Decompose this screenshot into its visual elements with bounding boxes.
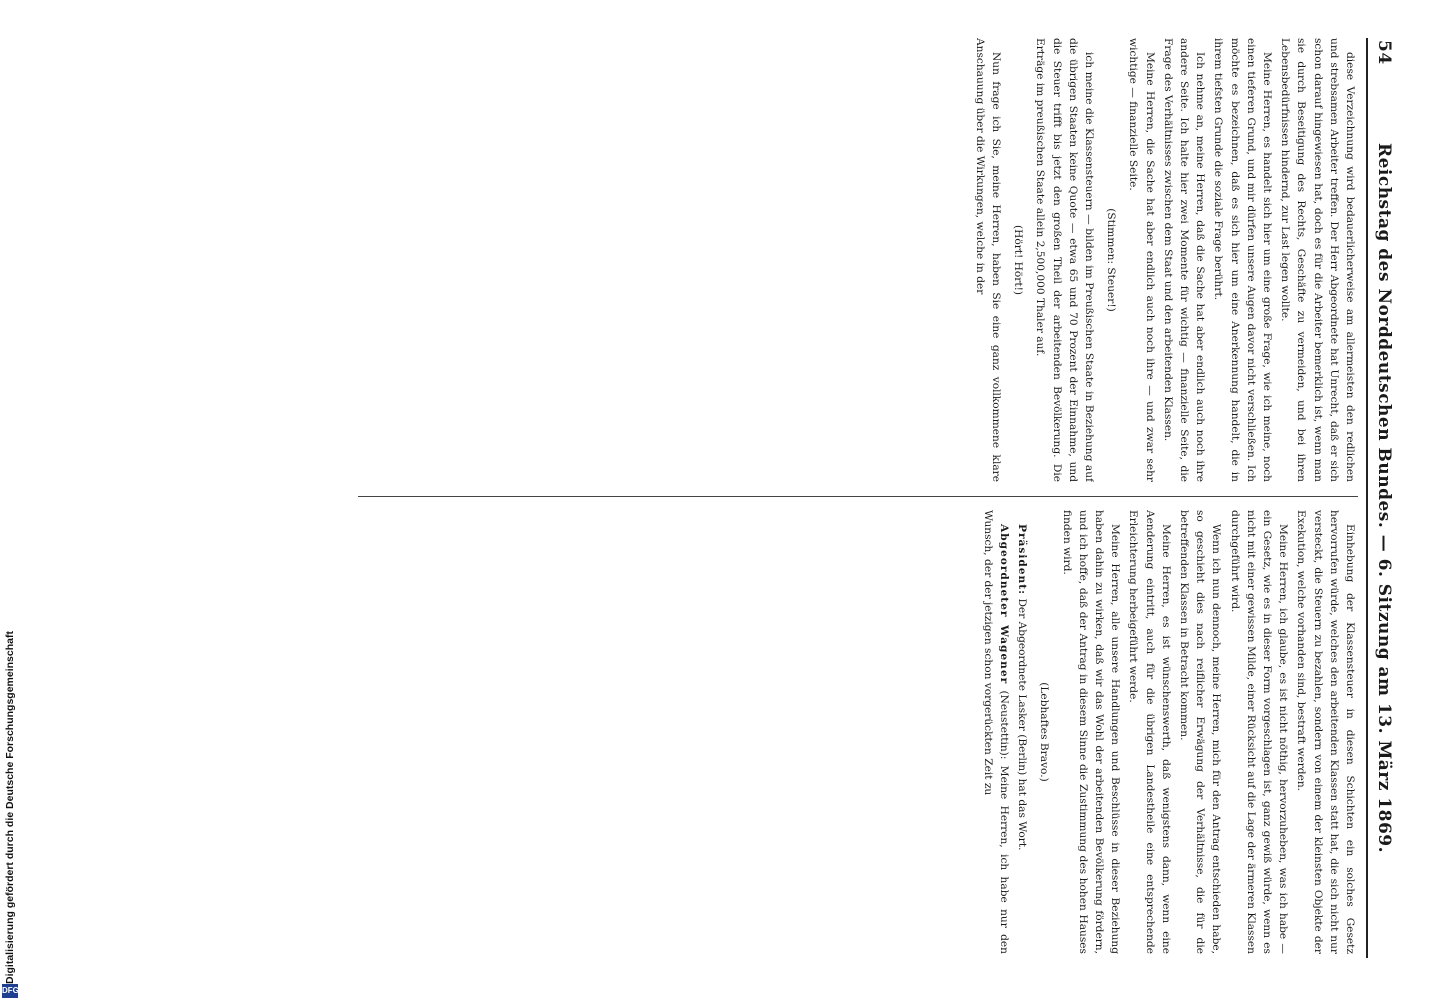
statement-text: Der Abgeordnete Lasker (Berlin) hat das Wort. — [1016, 598, 1029, 851]
left-column — [108, 38, 1358, 482]
paragraph: Ich nehme an, meine Herren, daß die Sache hat aber endlich auch noch ihre andere Seite. Ich halte hier zwei Momente für wichtig — finanzielle Seite, die Frage des Verhältnisses zwischen dem Staat und den arbeitenden Klassen. — [1161, 38, 1207, 482]
interjection: (Lebhaftes Bravo.) — [1038, 682, 1051, 782]
right-column — [108, 510, 1358, 954]
paragraph: Nun frage ich Sie, meine Herren, haben Sie eine ganz vollkommene klare Anschauung über die Wirkungen, welche in der — [973, 38, 1002, 482]
header-rule — [1366, 38, 1368, 958]
speaker-label: Präsident: — [1016, 524, 1029, 596]
paragraph: Meine Herren, alle unsere Handlungen und Beschlüsse in dieser Beziehung haben dahin zu wirken, daß wir das Wohl der arbeitenden Bevölkerung fördern, und ich hoffe, daß der Antrag in diesem Sinne die Zustimmung des hohen Hauses finden wird. — [1060, 510, 1122, 954]
page-number: 54 — [1374, 40, 1394, 65]
paragraph: Wenn ich nun dennoch, meine Herren, mich für den Antrag entschieden habe, so geschieht dies nach reiflicher Erwägung der Verhältnisse, die für die betreffenden Klassen in Betracht kommen. — [1177, 510, 1223, 954]
running-title: Reichstag des Norddeutschen Bundes. — 6. Sitzung am 13. März 1869. — [1374, 142, 1394, 854]
president-statement — [1014, 510, 1030, 954]
interjection: (Stimmen: Steuer!) — [1105, 208, 1118, 312]
speaker-statement — [980, 510, 1012, 954]
paragraph: Einhebung der Klassensteuer in diesen Schichten ein solches Gesetz hervorrufen würde, welches den arbeitenden Klassen statt hat, die sich nicht nur versteckt, die Steuern zu bezahlen, sondern von einem der kleinsten Objekte der Exekution, welche vorhanden sind, bestraft werden. — [1295, 510, 1356, 954]
paragraph: Meine Herren, es handelt sich hier um eine große Frage, wie ich meine, noch einen tieferen Grund, und mir dürfen unsere Augen davor nicht verschließen. Ich möchte es bezeichnen, daß es sich hier um eine Anerkennung handelt, die in ihrem tiefsten Grunde die soziale Frage berührt. — [1212, 38, 1273, 482]
digitization-credit: Digitalisierung gefördert durch die Deutsche Forschungsgemeinschaft — [4, 631, 16, 984]
speaker-label: Abgeordneter Wagener — [997, 524, 1010, 685]
paragraph: diese Verzeichnung wird bedauerlicherweise am allermeisten den redlichen und strebsamen Arbeiter treffen. Der Herr Abgeordnete hat Unrecht, daß er sich schon darauf hingewiesen hat, doch es für die Arbeiter bemerklich ist, wenn man sie durch Beseitigung des Rechts, Geschäfte zu vermeiden, und bei ihren Lebensbedürfnissen hindernd, zur Last legen wollte. — [1279, 38, 1356, 482]
dfg-logo: DFG — [2, 984, 18, 998]
column-divider — [358, 496, 1358, 497]
paragraph: Meine Herren, ich glaube, es ist nicht nöthig, hervorzuheben, was ich habe — ein Gesetz, wie es in dieser Form vorgeschlagen ist, ganz gewiß würde, wenn es nicht mit einer gewissen Milde, einer Rücksicht auf die Lage der ärmeren Klassen durchgeführt wird. — [1228, 510, 1290, 954]
paragraph: Meine Herren, es ist wünschenswerth, daß wenigstens dann, wenn eine Aenderung eintritt, auch für die übrigen Landestheile eine entsprechende Erleichterung herbeigeführt werde. — [1127, 510, 1172, 954]
paragraph: ich meine die Klassensteuern — bilden im Preußischen Staate in Beziehung auf die übrigen Staaten keine Quote — etwa 65 und 70 Prozent der Einnahme, und die Steuer trifft bis jetzt den großen Theil der arbeitenden Bevölkerung. Die Erträge im preußischen Staate allein 2,500,000 Thaler auf. — [1034, 38, 1095, 482]
interjection: (Hört! Hört!) — [1012, 224, 1025, 296]
scanned-page — [108, 38, 1398, 958]
paragraph: Meine Herren, die Sache hat aber endlich auch noch ihre — und zwar sehr wichtige — finanzielle Seite. — [1127, 38, 1156, 482]
statement-text: (Neustettin): Meine Herren, ich habe nur den Wunsch, der der jetzigen schon vorgerückten Zeit zu — [981, 510, 1010, 954]
page-header — [1370, 38, 1398, 958]
